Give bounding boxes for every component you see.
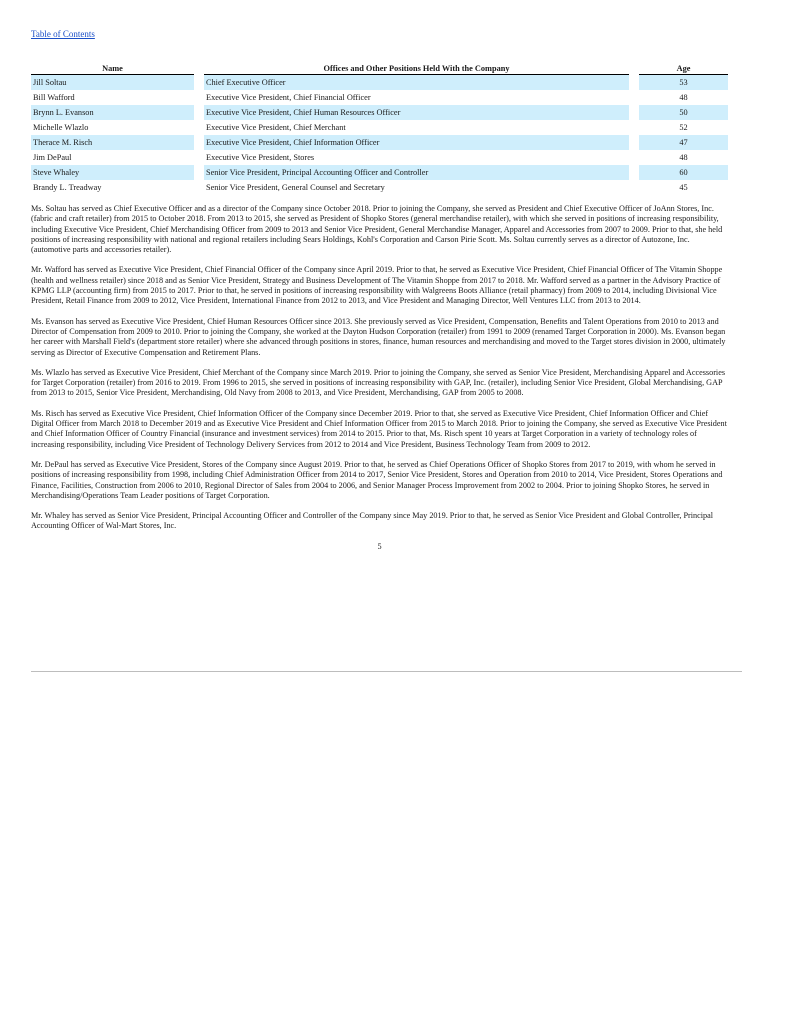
officer-name: Michelle Wlazlo <box>33 123 89 132</box>
officer-age: 52 <box>679 123 688 132</box>
officer-biographies <box>31 204 742 532</box>
officer-position: Executive Vice President, Chief Information Officer <box>204 135 629 150</box>
officer-name: Therace M. Risch <box>31 135 194 150</box>
bio-paragraph-wlazlo: Ms. Wlazlo has served as Executive Vice President, Chief Merchant of the Company since March 2019. Prior to joining the Company, she served as Senior Vice President, Merchandising Apparel and Accessories for Target Corporation (retailer) from 2016 to 2019. From 1996 to 2015, she served in positions of increasing responsibility with GAP, Inc. (retailer), including Senior Vice President, Global Merchandising, GAP from 2013 to 2015, Senior Vice President, Merchandising, Old Navy from 2008 to 2013, and Vice President, Merchandising, GAP from 2005 to 2008. <box>31 367 726 398</box>
age-column-header: Age <box>639 64 728 75</box>
bio-paragraph-evanson: Ms. Evanson has served as Executive Vice President, Chief Human Resources Officer since 2013. She previously served as Vice President, Compensation, Benefits and Talent Operations from 2010 to 2013 and Director of Compensation from 2009 to 2010. Prior to joining the Company, she worked at the Dayton Hudson Corporation (retailer) from 1991 to 2009 (renamed Target Corporation in 2000). Ms. Evanson began her career with Marshall Field's (department store retailer) where she advanced through positions in stores, finance, human resources and merchandising and moved to the Target stores division in 2000, ultimately serving as Director of Executive Compensation and Retirement Plans. <box>31 316 726 357</box>
name-column-header: Name <box>31 64 194 75</box>
bio-paragraph-depaul: Mr. DePaul has served as Executive Vice President, Stores of the Company since August 2019. Prior to that, he served as Chief Operations Officer of Shopko Stores from 2017 to 2019, with whom he served in positions of increasing responsibility from 1998, including Chief Administration Officer from 2014 to 2017, Senior Vice President, Stores and Operation from 2010 to 2014, Vice President, Stores Operations and Finance, Facilities, Construction from 2006 to 2010, Regional Director of Sales from 2004 to 2006, and Senior Manager Process Improvement from 2002 to 2004. Prior to joining Shopko Stores, he served in Merchandising/Operations Team Leader positions of Target Corporation. <box>31 459 723 500</box>
table-row <box>31 150 728 165</box>
officer-age: 53 <box>639 75 728 91</box>
officer-name: Brynn L. Evanson <box>31 105 194 120</box>
table-row <box>31 75 728 91</box>
officer-position: Senior Vice President, Principal Accounting Officer and Controller <box>204 165 629 180</box>
officer-age: 48 <box>679 93 688 102</box>
bio-paragraph-whaley: Mr. Whaley has served as Senior Vice President, Principal Accounting Officer and Controller of the Company since May 2019. Prior to that, he served as Senior Vice President and Global Controller, Principal Accounting Officer of Wal-Mart Stores, Inc. <box>31 511 714 531</box>
table-row <box>31 135 728 150</box>
officer-name: Steve Whaley <box>31 165 194 180</box>
table-row <box>31 180 728 195</box>
officer-position: Executive Vice President, Chief Merchant <box>206 123 346 132</box>
officer-name: Jim DePaul <box>33 153 72 162</box>
officer-position: Executive Vice President, Chief Human Resources Officer <box>204 105 629 120</box>
table-row <box>31 120 728 135</box>
officer-age: 45 <box>679 183 688 192</box>
officer-position: Senior Vice President, General Counsel and Secretary <box>206 183 385 192</box>
officer-age: 60 <box>639 165 728 180</box>
bio-paragraph-wafford: Mr. Wafford has served as Executive Vice President, Chief Financial Officer of the Company since April 2019. Prior to that, he served as Executive Vice President, Chief Financial Officer of The Vitamin Shoppe (health and wellness retailer) since 2018 and as Senior Vice President, Strategy and Business Development of The Vitamin Shoppe from 2017 to 2018. Mr. Wafford served as a partner in the Advisory Practice of KPMG LLP (accounting firm) from 2015 to 2017. Prior to that, he served in positions of increasing responsibility with Walgreens Boots Alliance (retail pharmacy) from 2009 to 2014, including Divisional Vice President, Retail Finance from 2009 to 2012, Vice President, International Finance from 2012 to 2013, and Vice President and Managing Director, Well Ventures LLC from 2013 to 2014. <box>31 265 723 306</box>
table-row <box>31 165 728 180</box>
officer-name: Brandy L. Treadway <box>33 183 102 192</box>
officer-age: 47 <box>639 135 728 150</box>
officer-age: 48 <box>679 153 688 162</box>
positions-column-header: Offices and Other Positions Held With the Company <box>204 64 629 75</box>
officer-position: Executive Vice President, Stores <box>206 153 315 162</box>
officer-age: 50 <box>639 105 728 120</box>
document-page <box>31 24 742 551</box>
page-number: 5 <box>377 541 382 551</box>
table-row <box>31 105 728 120</box>
page-divider <box>31 671 742 672</box>
officer-position: Chief Executive Officer <box>204 75 629 91</box>
table-row <box>31 90 728 105</box>
officer-position: Executive Vice President, Chief Financial Officer <box>206 93 371 102</box>
bio-paragraph-risch: Ms. Risch has served as Executive Vice President, Chief Information Officer of the Company since December 2019. Prior to that, she served as Executive Vice President, Chief Information Officer and Chief Digital Officer from March 2018 to December 2019 and as Executive Vice President and Chief Information Officer from 2015 to March 2018. Prior to joining the Company, she served as Executive Vice President and Chief Information Officer of Country Financial (insurance and investment services) from 2014 to 2015. Prior to that, Ms. Risch spent 10 years at Target Corporation in a variety of technology roles of increasing responsibility, including Vice President of Technology Delivery Services from 2012 to 2014 and Vice President, Business Technology Team from 2009 to 2012. <box>31 408 727 449</box>
table-header-row <box>31 64 728 75</box>
executive-officers-table <box>31 64 728 195</box>
bio-paragraph-soltau: Ms. Soltau has served as Chief Executive Officer and as a director of the Company since October 2018. Prior to joining the Company, she served as President and Chief Executive Officer of JoAnn Stores, Inc. (fabric and craft retailer) from 2015 to October 2018. From 2013 to 2015, she served as President of Shopko Stores (general merchandise retailer), with which she served in positions of increasing responsibility, including Executive Vice President, Chief Merchandising Officer from 2009 to 2013 and Senior Vice President, General Merchandise Manager, Apparel and Accessories from 2007 to 2009. Prior to that, she held positions of increasing responsibility with national and regional retailers including Sears Holdings, Kohl's Corporation and Carson Pirie Scott. Ms. Soltau currently serves as a director of Autozone, Inc. (automotive parts and accessories retailer). <box>31 204 723 255</box>
officer-name: Bill Wafford <box>33 93 75 102</box>
officer-name: Jill Soltau <box>31 75 194 91</box>
table-of-contents-link[interactable]: Table of Contents <box>31 29 95 39</box>
